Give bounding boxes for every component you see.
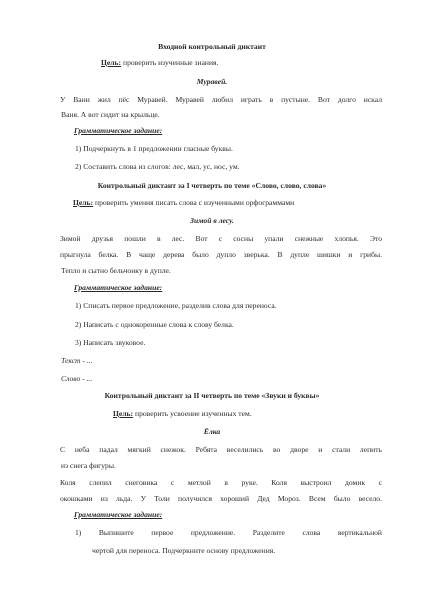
dictation1-title: Входной контрольный диктант xyxy=(158,42,266,51)
dictation2-text-line: Зимой друзья пошли в лес. Вот с сосны упали снежные хлопья. Это xyxy=(60,234,382,243)
dictation2-goal xyxy=(73,199,294,207)
dictation1-goal xyxy=(101,59,218,67)
dictation2-goal-label: Цель: xyxy=(73,198,94,207)
dictation2-task: 1) Списать первое предложение, разделив слова для переноса. xyxy=(75,301,277,310)
dictation3-text-title: Ёлка xyxy=(203,427,221,436)
dictation3-task: чертой для переноса. Подчеркните основу предложения. xyxy=(92,546,276,555)
dictation2-task: 2) Написать с однокоренные слова к слову белка. xyxy=(75,320,234,329)
dictation3-text-line: окошками из льда. У Толи получился хороший Дед Мороз. Всем было весело. xyxy=(60,494,382,503)
dictation2-mark: Слово - ... xyxy=(61,374,93,383)
dictation2-task: 3) Написать звуковое. xyxy=(75,338,146,347)
dictation1-text-line: У Вани жил пёс Муравей. Муравей любил играть в пустыне. Вот долго искал xyxy=(60,95,382,104)
dictation3-grammar-title: Грамматическое задание: xyxy=(74,510,163,519)
dictation2-goal-text: проверить умения писать слова с изученными орфограммами xyxy=(95,198,295,207)
dictation1-text-line: Ваня. А вот сидит на крыльце. xyxy=(61,110,160,119)
dictation1-grammar-title: Грамматическое задание: xyxy=(74,126,163,135)
dictation3-task: 1) Выпишите первое предложение. Разделите слова вертикальной xyxy=(75,528,382,537)
dictation3-goal xyxy=(113,410,252,418)
dictation3-title: Контрольный диктант за II четверть по теме «Звуки и буквы» xyxy=(104,391,320,400)
dictation3-text-line: Коля слепил снеговика с метлой в руке. Коля выстроил домик с xyxy=(60,478,382,487)
dictation2-grammar-title: Грамматическое задание: xyxy=(74,283,163,292)
dictation1-goal-text: проверить изученные знания. xyxy=(123,58,219,67)
dictation3-text-line: из снега фигуры. xyxy=(61,461,116,470)
dictation2-title: Контрольный диктант за I четверть по теме «Слово, слово, слова» xyxy=(97,181,327,190)
dictation2-text-title: Зимой в лесу. xyxy=(190,216,234,225)
dictation1-goal-label: Цель: xyxy=(101,58,122,67)
dictation3-goal-label: Цель: xyxy=(113,409,134,418)
dictation2-text-line: прыгнула белка. В чаще дерева было дупло зверька. В дупле шишки и грибы. xyxy=(60,250,382,259)
dictation1-task: 2) Составить слова из слогов: лес, мал, ус, нос, ум. xyxy=(75,162,240,171)
dictation2-text-line: Тепло и сытно бельчонку в дупле. xyxy=(61,266,171,275)
dictation1-task: 1) Подчеркнуть в 1 предложении гласные буквы. xyxy=(75,144,233,153)
dictation2-mark: Текст - ... xyxy=(61,356,93,365)
dictation3-goal-text: проверить усвоение изученных тем. xyxy=(135,409,252,418)
dictation3-text-line: С неба падал мягкий снежок. Ребята веселились во дворе и стали лепить xyxy=(60,445,382,454)
dictation1-text-title: Муравей. xyxy=(196,77,228,86)
